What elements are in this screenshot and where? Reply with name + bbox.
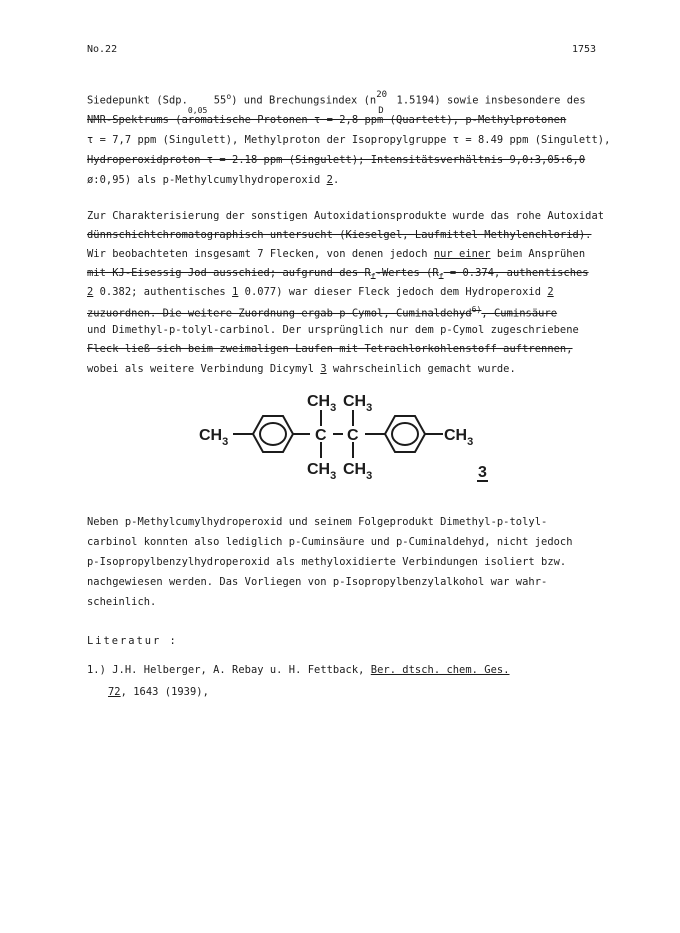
quaternary-carbon-b: C — [347, 427, 359, 444]
reference-1-cont: 72, 1643 (1939), — [108, 686, 209, 698]
para2-line6: zuzuordnen. Die weitere Zuordnung ergab p-Cymol, Cuminaldehyd$^{6)}$, Cuminsäure — [87, 305, 558, 320]
dicymyl-structure — [195, 382, 535, 487]
left-ring-circle — [260, 423, 286, 445]
para1-line3: τ = 7,7 ppm (Singulett), Methylproton der Isopropylgruppe τ = 8.49 ppm (Singulett), — [87, 134, 611, 146]
para1-line2: NMR-Spektrums (aromatische Protonen τ = 2,8 ppm (Quartett), p-Methylprotonen — [87, 114, 567, 126]
literature-heading: Literatur : — [87, 635, 178, 647]
para2-line1: Zur Charakterisierung der sonstigen Autoxidationsprodukte wurde das rohe Autoxidat — [87, 210, 605, 222]
para3-line4: nachgewiesen werden. Das Vorliegen von p-Isopropylbenzylalkohol war wahr- — [87, 576, 548, 588]
para3-line5: scheinlich. — [87, 596, 157, 608]
journal-number: No.22 — [87, 44, 118, 55]
bottom-methyl-b: $CH_3$ — [343, 461, 373, 482]
reference-1: 1.) J.H. Helberger, A. Rebay u. H. Fettback, Ber. dtsch. chem. Ges. — [87, 664, 510, 676]
para2-line8: Fleck ließ sich beim zweimaligen Laufen mit Tetrachlorkohlenstoff auftrennen, — [87, 343, 573, 355]
top-methyl-a: $CH_3$ — [307, 393, 337, 414]
para2-line7: und Dimethyl-p-tolyl-carbinol. Der ursprünglich nur dem p-Cymol zugeschriebene — [87, 324, 579, 336]
para1-line4: Hydroperoxidproton τ = 2.18 ppm (Singulett); Intensitätsverhältnis 9,0:3,05:6,0 — [87, 154, 586, 166]
top-methyl-b: $CH_3$ — [343, 393, 373, 414]
quaternary-carbon-a: C — [315, 427, 327, 444]
reference-1-journal: Ber. dtsch. chem. Ges. — [370, 664, 510, 676]
para2-line5: 2 0.382; authentisches 1 0.077) war dieser Fleck jedoch dem Hydroperoxid 2 — [87, 286, 554, 298]
para2-line4: mit KJ-Eisessig Jod ausschied; aufgrund des $R_f$-Wertes ($R_f = 0.374$, authentisches — [87, 267, 589, 282]
compound-ref-2: 2 — [326, 174, 333, 186]
para2-line9: wobei als weitere Verbindung Dicymyl 3 wahrscheinlich gemacht wurde. — [87, 363, 516, 375]
para3-line3: p-Isopropylbenzylhydroperoxid als methyloxidierte Verbindungen isoliert bzw. — [87, 556, 567, 568]
para1-line1: Siedepunkt ($Sdp._{0,05}$ 55$^o$) und Brechungsindex (n 20 D 1.5194) sowie insbesondere des — [87, 90, 586, 117]
para2-line3: Wir beobachteten insgesamt 7 Flecken, von denen jedoch nur einer beim Ansprühen — [87, 248, 586, 260]
para1-line5: ø:0,95) als p-Methylcumylhydroperoxid 2. — [87, 174, 340, 186]
bottom-methyl-a: $CH_3$ — [307, 461, 337, 482]
para3-line2: carbinol konnten also lediglich p-Cuminsäure und p-Cuminaldehyd, nicht jedoch — [87, 536, 573, 548]
right-methyl: $CH_3$ — [444, 427, 474, 448]
compound-label: 3 — [478, 464, 487, 481]
para2-line2: dünnschichtchromatographisch untersucht (Kieselgel, Laufmittel Methylenchlorid). — [87, 229, 592, 241]
left-methyl: $CH_3$ — [199, 427, 229, 448]
para3-line1: Neben p-Methylcumylhydroperoxid und seinem Folgeprodukt Dimethyl-p-tolyl- — [87, 516, 548, 528]
page-number: 1753 — [572, 44, 597, 55]
right-ring-circle — [392, 423, 418, 445]
